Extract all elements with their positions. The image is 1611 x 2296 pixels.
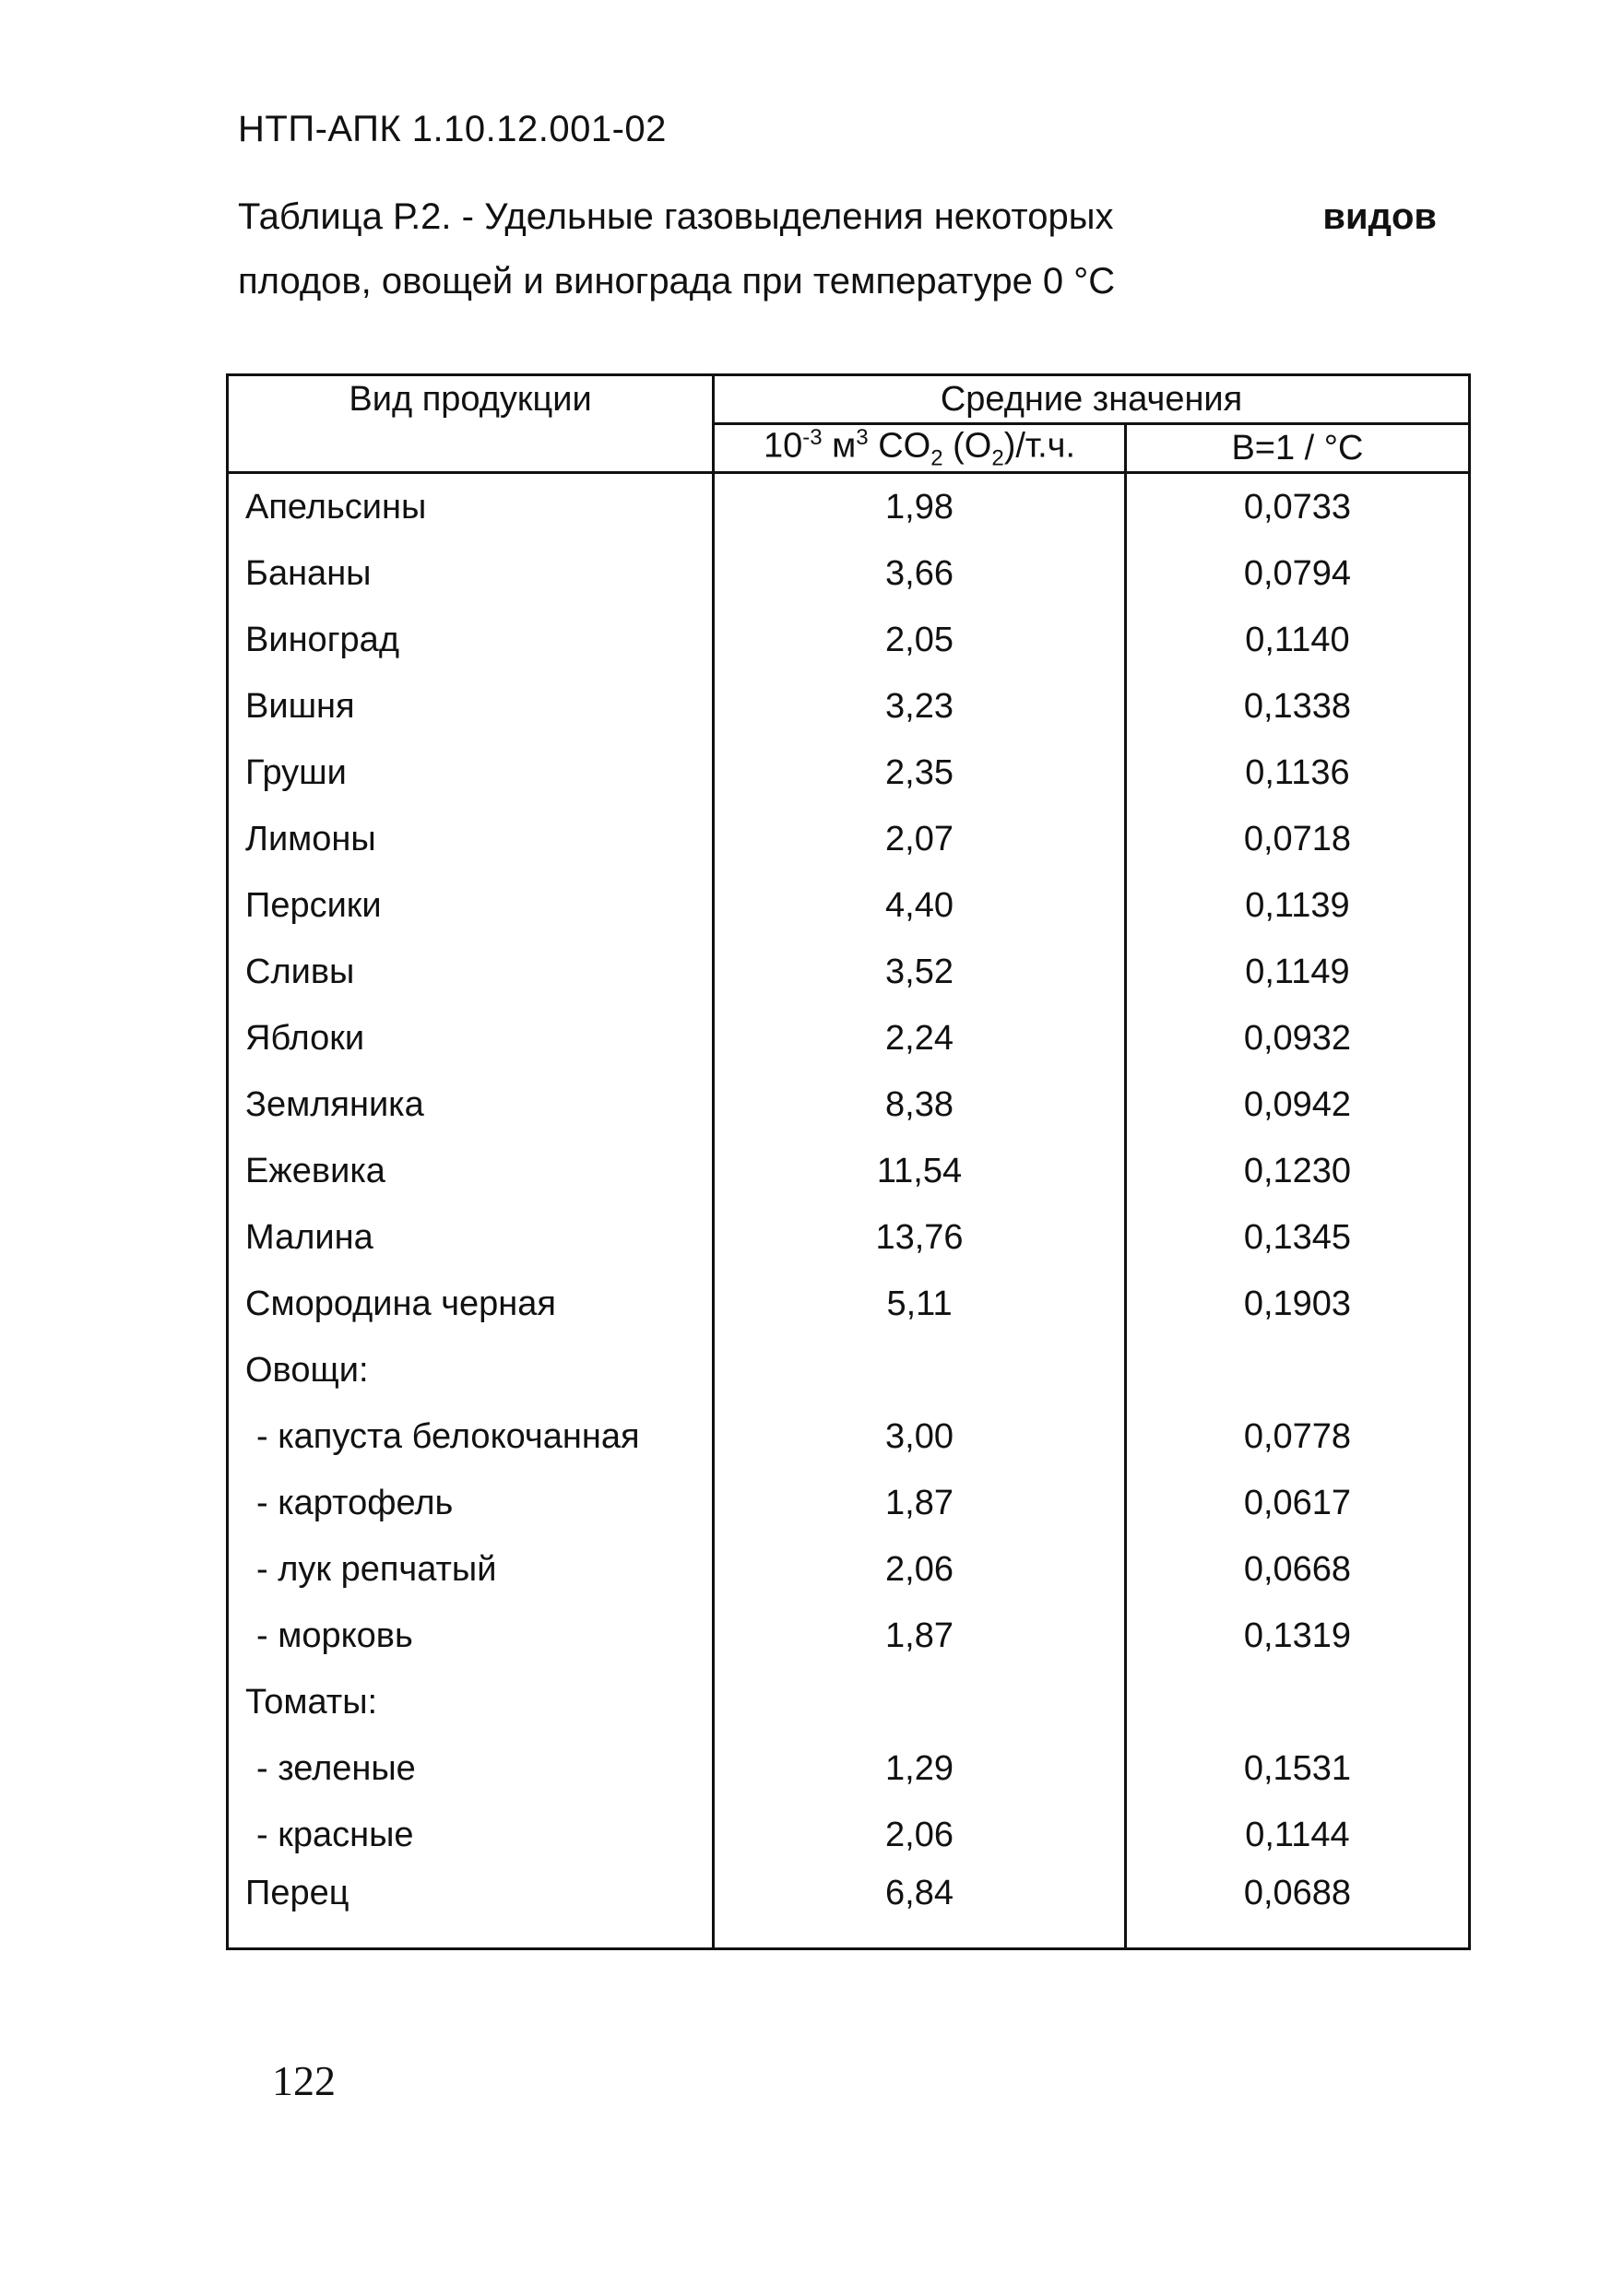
rate-value-cell: 2,05 [714,607,1126,673]
b-value-cell: 0,1531 [1125,1735,1469,1802]
table-row [228,1005,1470,1071]
rate-value-cell: 1,98 [714,473,1126,541]
product-name-cell: - красные [228,1802,714,1868]
page-number: 122 [272,2057,336,2104]
table-row [228,806,1470,872]
product-name-cell: - капуста белокочанная [228,1403,714,1470]
b-value-cell: 0,0942 [1125,1071,1469,1138]
gas-emission-table [226,373,1471,1950]
rate-value-cell: 6,84 [714,1868,1126,1949]
header-b-coefficient: B=1 / °C [1125,424,1469,473]
b-value-cell: 0,1136 [1125,740,1469,806]
rate-value-cell: 2,06 [714,1802,1126,1868]
rate-value-cell: 3,52 [714,939,1126,1005]
table-row [228,1337,1470,1403]
rate-value-cell: 2,35 [714,740,1126,806]
b-value-cell: 0,0688 [1125,1868,1469,1949]
rate-value-cell: 5,11 [714,1271,1126,1337]
product-name-cell: Груши [228,740,714,806]
rate-value-cell: 1,87 [714,1603,1126,1669]
rate-value-cell: 2,24 [714,1005,1126,1071]
caption-line-2: плодов, овощей и винограда при температуре 0 °С [238,261,1116,302]
rate-value-cell: 2,06 [714,1536,1126,1603]
product-name-cell: Малина [228,1204,714,1271]
product-name-cell: Томаты: [228,1669,714,1735]
table-caption [238,184,1437,314]
header-averages: Средние значения [714,375,1470,424]
rate-value-cell [714,1669,1126,1735]
b-value-cell: 0,0718 [1125,806,1469,872]
b-value-cell: 0,1144 [1125,1802,1469,1868]
table-row [228,473,1470,541]
table-row [228,1735,1470,1802]
rate-value-cell: 13,76 [714,1204,1126,1271]
table-row [228,1470,1470,1536]
product-name-cell: Смородина черная [228,1271,714,1337]
table-row [228,1138,1470,1204]
table-row [228,1204,1470,1271]
product-name-cell: Персики [228,872,714,939]
caption-bold-word: видов [1322,196,1437,237]
product-name-cell: - картофель [228,1470,714,1536]
table-row [228,1669,1470,1735]
product-name-cell: Бананы [228,540,714,607]
b-value-cell: 0,1903 [1125,1271,1469,1337]
rate-value-cell: 1,29 [714,1735,1126,1802]
b-value-cell [1125,1337,1469,1403]
table-row [228,607,1470,673]
b-value-cell: 0,0778 [1125,1403,1469,1470]
product-name-cell: Земляника [228,1071,714,1138]
rate-value-cell: 2,07 [714,806,1126,872]
table-row [228,939,1470,1005]
product-name-cell: Яблоки [228,1005,714,1071]
product-name-cell: - зеленые [228,1735,714,1802]
rate-value-cell: 11,54 [714,1138,1126,1204]
product-name-cell: Перец [228,1868,714,1949]
b-value-cell: 0,1139 [1125,872,1469,939]
product-name-cell: Сливы [228,939,714,1005]
table-row [228,1802,1470,1868]
b-value-cell: 0,1230 [1125,1138,1469,1204]
table-row [228,1868,1470,1949]
b-value-cell: 0,0733 [1125,473,1469,541]
b-value-cell: 0,1319 [1125,1603,1469,1669]
b-value-cell: 0,0617 [1125,1470,1469,1536]
rate-value-cell: 1,87 [714,1470,1126,1536]
b-value-cell: 0,1338 [1125,673,1469,740]
table-row [228,1071,1470,1138]
caption-text: Таблица Р.2. - Удельные газовыделения некоторых [238,196,1114,237]
table-row [228,1603,1470,1669]
b-value-cell: 0,0932 [1125,1005,1469,1071]
product-name-cell: Лимоны [228,806,714,872]
header-product: Вид продукции [228,375,714,473]
table-row [228,1271,1470,1337]
document-code: НТП-АПК 1.10.12.001-02 [238,109,667,149]
product-name-cell: - морковь [228,1603,714,1669]
product-name-cell: Вишня [228,673,714,740]
table-row [228,740,1470,806]
product-name-cell: Овощи: [228,1337,714,1403]
rate-value-cell [714,1337,1126,1403]
b-value-cell: 0,1345 [1125,1204,1469,1271]
rate-value-cell: 4,40 [714,872,1126,939]
b-value-cell: 0,1140 [1125,607,1469,673]
table-row [228,673,1470,740]
rate-value-cell: 3,23 [714,673,1126,740]
table-row [228,1536,1470,1603]
rate-value-cell: 3,66 [714,540,1126,607]
product-name-cell: Ежевика [228,1138,714,1204]
table-row [228,872,1470,939]
product-name-cell: Виноград [228,607,714,673]
header-rate: $10^{-3}$ $м^3$ $CO_2$ $(O_2)/т.ч$. [714,424,1126,473]
b-value-cell: 0,0668 [1125,1536,1469,1603]
table-row [228,1403,1470,1470]
rate-value-cell: 3,00 [714,1403,1126,1470]
product-name-cell: - лук репчатый [228,1536,714,1603]
b-value-cell: 0,1149 [1125,939,1469,1005]
b-value-cell: 0,0794 [1125,540,1469,607]
table-row [228,540,1470,607]
rate-value-cell: 8,38 [714,1071,1126,1138]
b-value-cell [1125,1669,1469,1735]
product-name-cell: Апельсины [228,473,714,541]
